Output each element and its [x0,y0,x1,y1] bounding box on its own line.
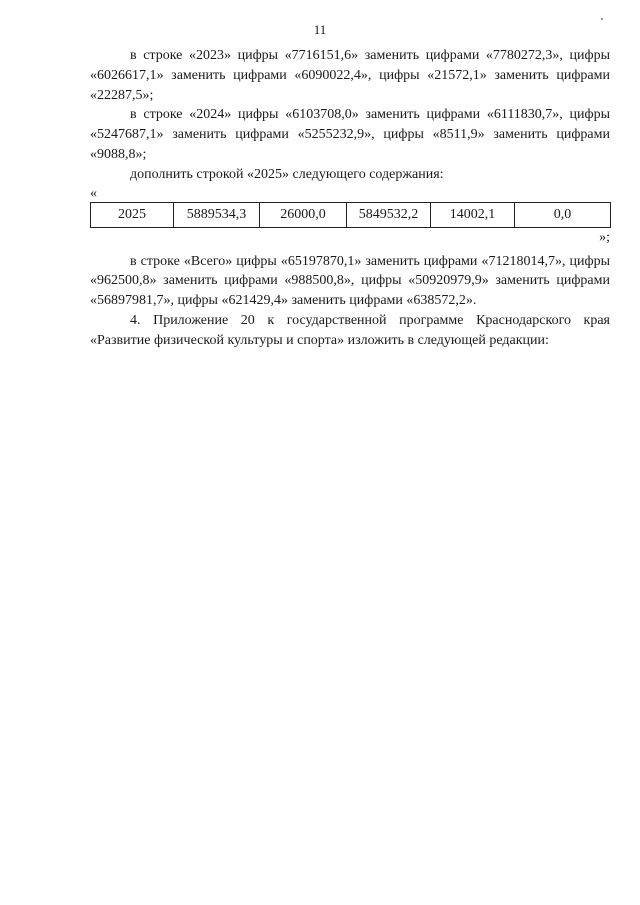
cell-regional: 5849532,2 [347,202,431,227]
cell-year: 2025 [91,202,174,227]
cell-other: 0,0 [515,202,611,227]
amendment-total: в строке «Всего» цифры «65197870,1» заменить цифрами «71218014,7», цифры «962500,8» заменить цифрами «988500,8», цифры «50920979,9» заменить цифрами «56897981,7», цифры «621429,4» заменить цифрами «638572,2». [90,253,610,309]
page-number: 11 [313,22,327,37]
cell-local: 14002,1 [431,202,515,227]
table-row [91,202,611,227]
cell-federal: 26000,0 [260,202,347,227]
amendment-2024: в строке «2024» цифры «6103708,0» заменить цифрами «6111830,7», цифры «5247687,1» заменить цифрами «5255232,9», цифры «8511,9» заменить цифрами «9088,8»; [90,107,610,162]
document-body [90,46,610,351]
cell-total: 5889534,3 [174,202,260,227]
close-quote: »; [599,229,610,245]
scan-speck [601,18,603,20]
open-quote: « [90,185,97,201]
amendment-2023: в строке «2023» цифры «7716151,6» заменить цифрами «7780272,3», цифры «6026617,1» заменить цифрами «6090022,4», цифры «21572,1» заменить цифрами «22287,5»; [90,48,610,103]
amendment-add-2025: дополнить строкой «2025» следующего содержания: [130,166,444,182]
inserted-row-table [90,202,611,228]
item-4-appendix-20: 4. Приложение 20 к государственной программе Краснодарского края «Развитие физической культуры и спорта» изложить в следующей редакции: [90,312,610,348]
